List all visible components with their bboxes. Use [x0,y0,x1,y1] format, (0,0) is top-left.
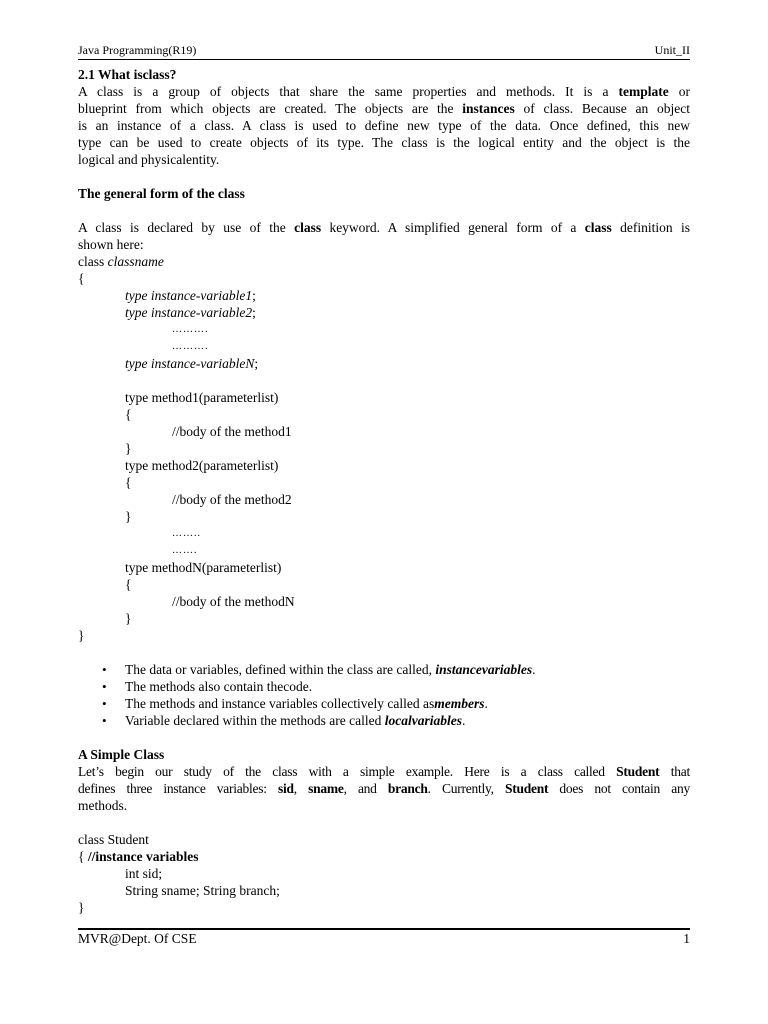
code-line: class classname [78,254,164,269]
list-item: • The methods and instance variables collectively called asmembers. [78,695,690,712]
paragraph-line: is an instance of a class. A class is used to define new type of the data. Once defined, this new [78,118,690,133]
code-line: } [78,900,85,915]
section-heading-what-is-class: 2.1 What isclass? [78,67,177,82]
code-line: type method2(parameterlist) [125,458,279,473]
page-number: 1 [683,931,690,946]
paragraph-line: shown here: [78,237,144,252]
code-line: { [125,577,132,592]
code-block-general-form [78,253,690,644]
code-line: type instance-variable2; [125,305,256,320]
paragraph-line: type can be used to create objects of its type. The class is the logical entity and the object is the [78,135,690,150]
list-item: • The data or variables, defined within the class are called, instancevariables. [78,661,690,678]
paragraph-line: A class is declared by use of the class keyword. A simplified general form of a class definition is [78,220,690,235]
code-line: type methodN(parameterlist) [125,560,282,575]
footer-rule [78,928,690,930]
list-item: • Variable declared within the methods are called localvariables. [78,712,690,729]
paragraph-line: A class is a group of objects that share the same properties and methods. It is a template or [78,84,690,99]
footer-department: MVR@Dept. Of CSE [78,931,197,946]
code-ellipsis: ………. [172,341,209,352]
section-heading-simple-class: A Simple Class [78,747,165,762]
code-line: String sname; String branch; [125,883,280,898]
bullet-list [78,661,690,729]
code-line: type method1(parameterlist) [125,390,279,405]
code-line: //body of the methodN [172,594,295,609]
code-line: //body of the method1 [172,424,292,439]
code-line: class Student [78,832,149,847]
code-ellipsis: ………. [172,324,209,335]
paragraph-line: methods. [78,798,128,813]
code-ellipsis: ……. [172,545,198,556]
page-header [78,43,690,57]
code-line: { //instance variables [78,849,199,864]
paragraph-class-definition [78,83,690,168]
header-rule [78,59,690,60]
header-unit: Unit_II [654,43,690,57]
paragraph-line: defines three instance variables: sid, sname, and branch. Currently, Student does not contain any [78,781,690,796]
code-line: } [125,441,132,456]
paragraph-line: Let’s begin our study of the class with a simple example. Here is a class called Student that [78,764,690,779]
code-line: } [78,628,85,643]
code-line: { [125,407,132,422]
code-line: } [125,509,132,524]
code-line: int sid; [125,866,163,881]
paragraph-simple-class [78,763,690,814]
code-line: type instance-variableN; [125,356,259,371]
paragraph-line: blueprint from which objects are created. The objects are the instances of class. Because an object [78,101,690,116]
paragraph-class-declaration [78,219,690,253]
list-item: • The methods also contain thecode. [78,678,690,695]
code-line: //body of the method2 [172,492,292,507]
code-line: type instance-variable1; [125,288,256,303]
header-course-title: Java Programming(R19) [78,43,197,57]
code-line: { [125,475,132,490]
code-block-student [78,831,690,916]
page-body [78,66,690,916]
section-heading-general-form: The general form of the class [78,186,245,201]
code-ellipsis: …….. [172,528,201,539]
code-line: { [78,271,85,286]
code-line: } [125,611,132,626]
paragraph-line: logical and physicalentity. [78,152,220,167]
page-footer [78,931,690,947]
